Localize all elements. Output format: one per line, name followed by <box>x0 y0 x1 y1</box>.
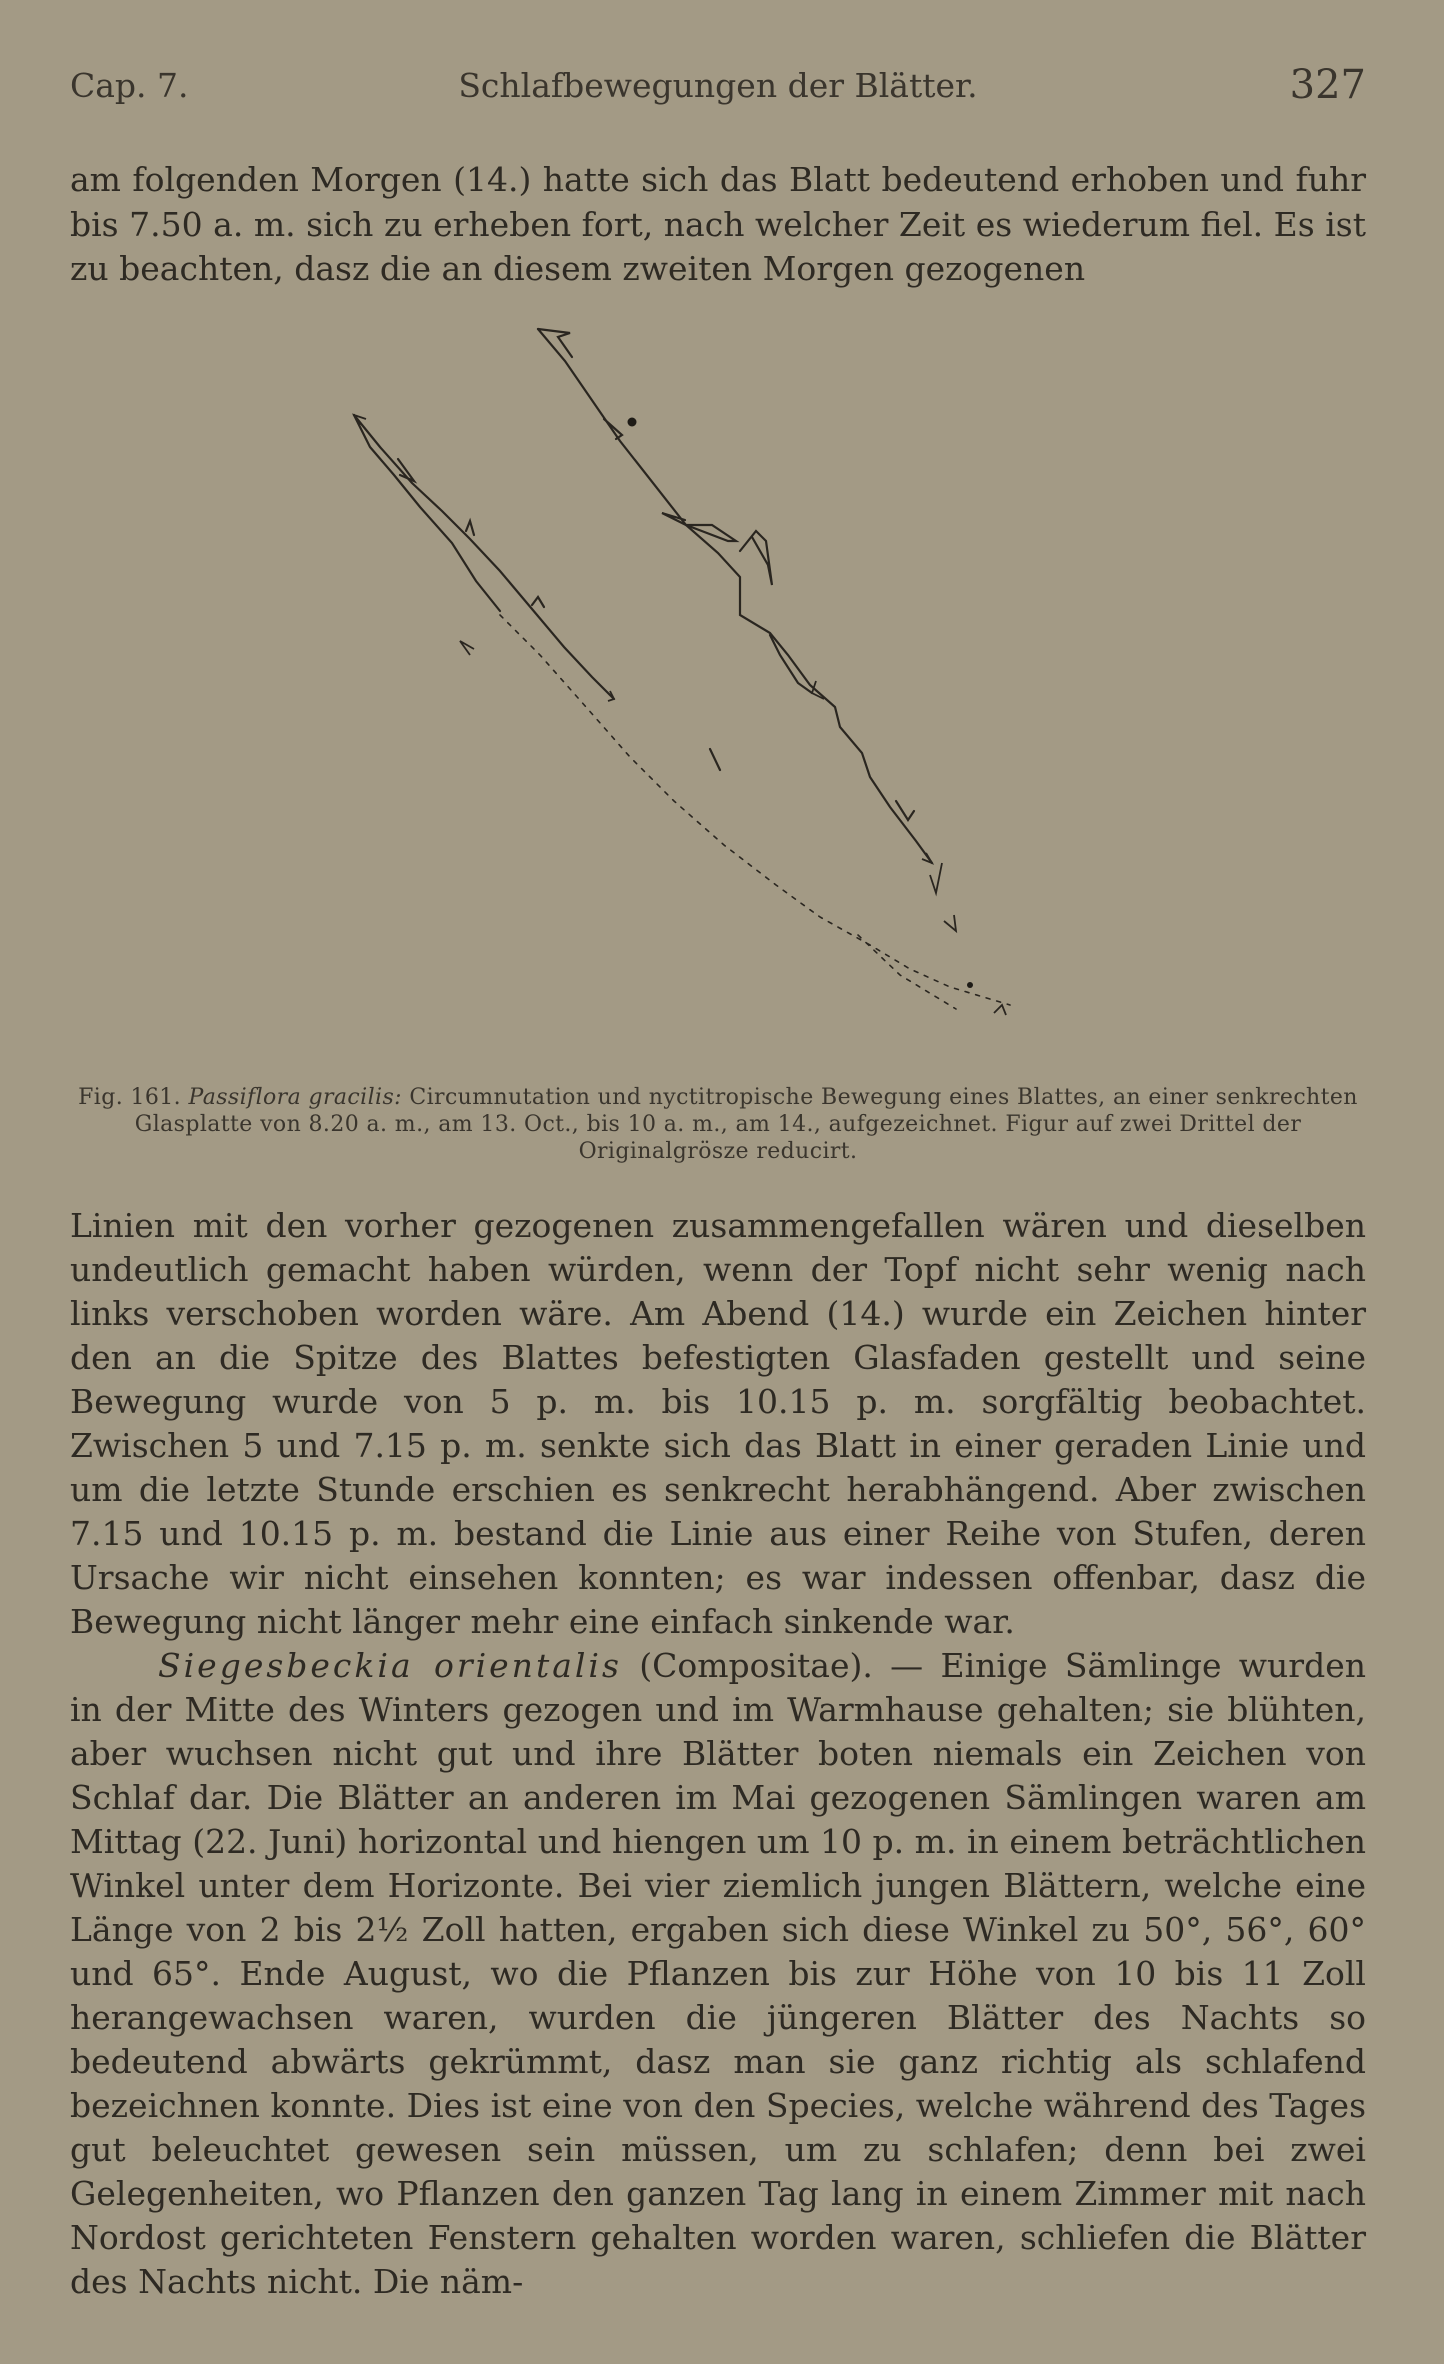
trace-line <box>538 329 932 863</box>
figure-number: Fig. 161. <box>78 1085 182 1110</box>
trace-dotted-line <box>500 615 1010 1005</box>
trace-line <box>538 329 572 357</box>
arrowhead <box>460 641 474 655</box>
trace-line <box>710 749 720 770</box>
body-text-top <box>70 158 1366 292</box>
paragraph-continuation: am folgenden Morgen (14.) hatte sich das Blatt bedeutend erhoben und fuhr bis 7.50 a. m. sich zu erheben fort, nach welcher Zeit es wiederum fiel. Es ist zu beachten, dasz die an diesem zweiten Morgen gezogenen <box>70 160 1366 288</box>
trace-line <box>466 521 474 535</box>
running-title: Schlafbewegungen der Blätter. <box>458 66 978 105</box>
paragraph-siegesbeckia <box>70 1644 1366 2304</box>
trace-line <box>354 415 614 699</box>
trace-line <box>740 531 772 585</box>
arrowhead <box>994 1005 1006 1015</box>
page-number: 327 <box>1289 62 1366 108</box>
figure-caption <box>70 1084 1366 1165</box>
paragraph: Linien mit den vorher gezogenen zusammengefallen wären und dieselben undeutlich gemacht haben würden, wenn der Topf nicht sehr wenig nach links verschoben worden wäre. Am Abend (14.) wurde ein Zeichen hinter den an die Spitze des Blattes befestigten Glasfaden gestellt und seine Bewegung wurde von 5 p. m. bis 10.15 p. m. sorgfältig beobachtet. Zwischen 5 und 7.15 p. m. senkte sich das Blatt in einer geraden Linie und um die letzte Stunde erschien es senkrecht herabhängend. Aber zwischen 7.15 und 10.15 p. m. bestand die Linie aus einer Reihe von Stufen, deren Ursache wir nicht einsehen konnten; es war indessen offenbar, dasz die Bewegung nicht länger mehr eine einfach sinkende war. <box>70 1206 1366 1641</box>
arrowhead <box>930 863 942 893</box>
chapter-label: Cap. 7. <box>70 66 189 105</box>
trace-line <box>532 597 544 607</box>
arrowhead <box>944 915 956 931</box>
trace-line <box>354 415 500 611</box>
figure-species: Passiflora gracilis: <box>188 1085 402 1110</box>
paragraph-text: (Compositae). — Einige Sämlinge wurden in der Mitte des Winters gezogen und im Warmhause gehalten; sie blühten, aber wuchsen nicht gut und ihre Blätter boten niemals ein Zeichen von Schlaf dar. Die Blätter an anderen im Mai gezogenen Sämlingen waren am Mittag (22. Juni) horizontal und hiengen um 10 p. m. in einem beträchtlichen Winkel unter dem Horizonte. Bei vier ziemlich jungen Blättern, welche eine Länge von 2 bis 2½ Zoll hatten, ergaben sich diese Winkel zu 50°, 56°, 60° und 65°. Ende August, wo die Pflanzen bis zur Höhe von 10 bis 11 Zoll herangewachsen waren, wurden die jüngeren Blätter des Nachts so bedeutend abwärts gekrümmt, dasz man sie ganz richtig als schlafend bezeichnen konnte. Dies ist eine von den Species, welche während des Tages gut beleuchtet gewesen sein müssen, um zu schlafen; denn bei zwei Gelegenheiten, wo Pflanzen den ganzen Tag lang in einem Zimmer mit nach Nordost gerichteten Fenstern gehalten worden waren, schliefen die Blätter des Nachts nicht. Die näm- <box>70 1646 1366 2301</box>
arrowhead <box>922 853 932 863</box>
start-dot <box>628 418 637 427</box>
trace-line <box>770 635 812 693</box>
running-header <box>70 62 1366 112</box>
figure-caption-text: Circumnutation und nyctitropische Bewegung eines Blattes, an einer senkrechten Glasplatte von 8.20 a. m., am 13. Oct., bis 10 a. m., am 14., aufgezeichnet. Figur auf zwei Drittel der Originalgrösze reducirt. <box>134 1085 1358 1164</box>
trace-dot <box>967 982 973 988</box>
body-text-bottom <box>70 1204 1366 2304</box>
circumnutation-figure <box>310 315 1100 1075</box>
trace-dotted-line <box>858 935 956 1009</box>
species-name: Siegesbeckia orientalis <box>158 1646 622 1685</box>
